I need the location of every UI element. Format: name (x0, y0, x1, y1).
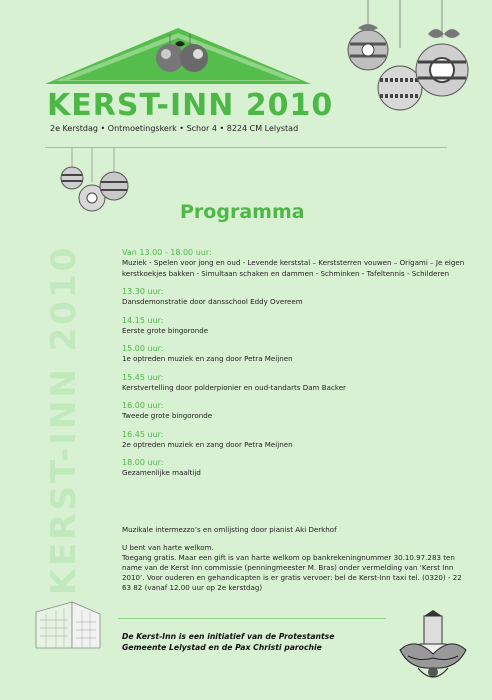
program-description: Gezamenlijke maaltijd (122, 468, 201, 477)
program-description: 1e optreden muziek en zang door Petra Meijnen (122, 354, 293, 363)
christmas-ornaments-icon (58, 148, 134, 216)
program-item (122, 344, 467, 365)
entry-text: Toegang gratis. Maar een gift is van harte welkom op bankrekeningnummer 30.10.97.283 ten name van de Kerst Inn commissie (penningmeester M. Bras) onder vermelding van ‘Kerst Inn 2010’. Voor ouderen en gehandicapten is er gratis vervoer: bel de Kerst-Inn taxi tel. (0320) - 22 63 82 (vanaf 12.00 uur op 2e kerstdag) (122, 553, 462, 592)
page-title: KERST-INN 2010 (47, 88, 334, 123)
christmas-ornaments-icon (344, 0, 474, 120)
program-item (122, 287, 467, 308)
program-time: 18.00 uur: (122, 458, 164, 467)
program-list (122, 248, 467, 487)
program-description: Eerste grote bingoronde (122, 325, 209, 335)
vertical-title: KERST-INN 2010 (44, 244, 84, 596)
program-time: 13.30 uur: (122, 287, 164, 296)
divider (118, 618, 386, 619)
program-item (122, 373, 467, 394)
church-building-icon (32, 600, 104, 652)
church-emblem-icon (398, 610, 468, 682)
intermezzo-text: Muzikale intermezzo’s en omlijsting door pianist Aki Derkhof (122, 525, 337, 534)
welcome-text: U bent van harte welkom. (122, 543, 214, 552)
program-item (122, 248, 467, 279)
program-description: Kerstvertelling door polderpionier en oud-tandarts Dam Backer (122, 382, 346, 392)
program-description: Muziek - Spelen voor jong en oud - Levende kerststal – Kerststerren vouwen – Origami – Je eigen kerstkoekjes bakken - Simultaan schaken en dammen - Schminken - Tafeltennis - Schilderen (122, 258, 465, 278)
program-item (122, 458, 467, 479)
program-item (122, 401, 467, 422)
program-time: 15.45 uur: (122, 372, 164, 382)
program-time: 16.45 uur: (122, 429, 164, 439)
footer-note: De Kerst-Inn is een initiatief van de Protestantse Gemeente Lelystad en de Pax Christi parochie (122, 632, 335, 652)
program-time: Van 13.00 - 18.00 uur: (122, 248, 212, 257)
program-description: Tweede grote bingoronde (122, 411, 213, 420)
program-item (122, 430, 467, 451)
program-time: 16.00 uur: (122, 401, 164, 410)
additional-info (122, 527, 467, 601)
event-details: 2e Kerstdag • Ontmoetingskerk • Schor 4 • 8224 CM Lelystad (50, 124, 299, 133)
program-description: Dansdemonstratie door dansschool Eddy Overeem (122, 297, 303, 306)
program-heading: Programma (180, 201, 305, 223)
roof-icon (45, 28, 311, 86)
program-item (122, 316, 467, 337)
program-time: 14.15 uur: (122, 315, 164, 325)
program-time: 15.00 uur: (122, 344, 164, 353)
program-description: 2e optreden muziek en zang door Petra Meijnen (122, 439, 293, 449)
